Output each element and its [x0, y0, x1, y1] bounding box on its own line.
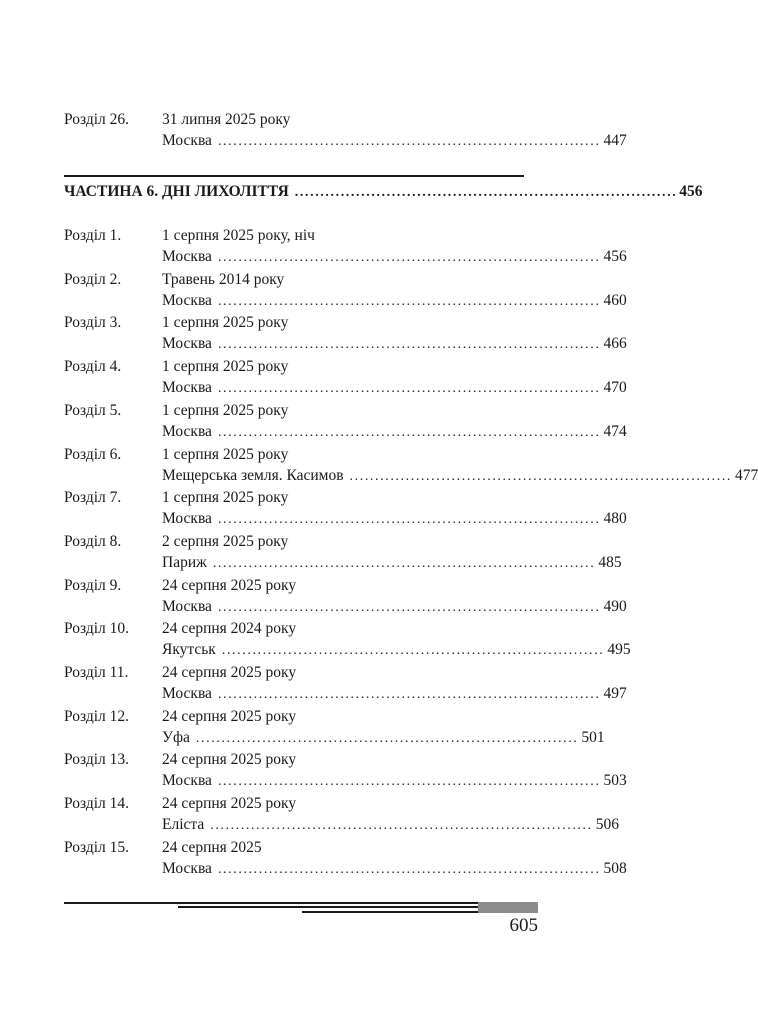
- chapter-date: 24 серпня 2025 року: [162, 664, 297, 681]
- toc-entry: [64, 619, 631, 663]
- chapter-number: Розділ 10.: [64, 620, 130, 638]
- chapter-number: Розділ 5.: [64, 401, 122, 419]
- part-title: ЧАСТИНА 6. ДНІ ЛИХОЛІТТЯ: [64, 183, 289, 200]
- page-number: 495: [607, 641, 631, 659]
- page-folio: 605: [509, 915, 538, 936]
- chapter-place: Москва: [162, 132, 212, 149]
- page-number: 485: [598, 553, 622, 571]
- chapter-date: 1 серпня 2025 року: [162, 445, 289, 463]
- chapter-date: 24 серпня 2025: [162, 838, 262, 856]
- chapter-number: Розділ 12.: [64, 707, 130, 725]
- footer-rule: [178, 906, 478, 908]
- dot-leader: ...........................................................................: [349, 468, 733, 484]
- part-heading: [64, 182, 703, 204]
- toc-entry: [64, 663, 627, 707]
- dot-leader: ...........................................................................: [217, 599, 601, 615]
- chapter-number: Розділ 2.: [64, 270, 122, 288]
- chapter-place: Мещерська земля. Касимов: [162, 466, 344, 484]
- chapter-number: Розділ 26.: [64, 111, 130, 128]
- toc-entry: [64, 401, 627, 445]
- chapter-place: Москва: [162, 335, 212, 353]
- chapter-date: 24 серпня 2025 року: [162, 576, 297, 594]
- dot-leader: ...........................................................................: [217, 293, 601, 309]
- chapter-date: 2 серпня 2025 року: [162, 532, 289, 550]
- toc-entry: [64, 357, 627, 401]
- chapter-number: Розділ 9.: [64, 576, 122, 594]
- dot-leader: ...........................................................................: [217, 134, 601, 149]
- chapter-place: Москва: [162, 422, 212, 440]
- chapter-date: 1 серпня 2025 року: [162, 489, 289, 507]
- chapter-number: Розділ 14.: [64, 795, 130, 813]
- toc-entry: [64, 445, 758, 489]
- chapter-number: Розділ 13.: [64, 751, 130, 769]
- chapter-number: Розділ 6.: [64, 445, 122, 463]
- chapter-place: Москва: [162, 379, 212, 397]
- dot-leader: ...........................................................................: [217, 687, 601, 702]
- chapter-place: Париж: [162, 553, 207, 571]
- toc-entry: [64, 838, 627, 882]
- chapter-date: 1 серпня 2025 року, ніч: [162, 227, 315, 244]
- dot-leader: ...........................................................................: [212, 555, 596, 571]
- chapter-number: Розділ 1.: [64, 227, 122, 244]
- dot-leader: ...........................................................................: [217, 774, 601, 790]
- chapter-date: 1 серпня 2025 року: [162, 358, 289, 376]
- chapter-number: Розділ 15.: [64, 838, 130, 856]
- chapter-date: 1 серпня 2025 року: [162, 314, 289, 332]
- page-number: 466: [603, 335, 627, 353]
- toc-entry: [64, 750, 627, 794]
- chapter-place: Москва: [162, 248, 212, 265]
- page-number: 474: [603, 422, 627, 440]
- dot-leader: ...........................................................................: [221, 643, 605, 659]
- chapter-date: 31 липня 2025 року: [162, 111, 291, 128]
- chapter-date: 24 серпня 2025 року: [162, 795, 297, 813]
- dot-leader: ...........................................................................: [217, 337, 601, 353]
- toc-entry: [64, 794, 619, 838]
- chapter-place: Якутськ: [162, 641, 216, 659]
- chapter-number: Розділ 7.: [64, 489, 122, 507]
- page-number: 456: [603, 248, 627, 265]
- chapter-place: Москва: [162, 772, 212, 790]
- footer-rule: [302, 911, 478, 913]
- chapter-number: Розділ 8.: [64, 532, 122, 550]
- section-rule: [64, 175, 524, 177]
- toc-entry: [64, 226, 627, 270]
- dot-leader: ...........................................................................: [217, 424, 601, 440]
- chapter-date: 24 серпня 2024 року: [162, 620, 297, 638]
- chapter-date: 24 серпня 2025 року: [162, 707, 297, 725]
- footer-rule: [64, 902, 538, 904]
- dot-leader: ...........................................................................: [217, 250, 601, 265]
- toc-entry: [64, 532, 622, 576]
- page-number: 480: [603, 510, 627, 528]
- dot-leader: ...........................................................................: [217, 381, 601, 397]
- chapter-number: Розділ 11.: [64, 664, 129, 681]
- page-number: 490: [603, 597, 627, 615]
- chapter-number: Розділ 3.: [64, 314, 122, 332]
- chapter-number: Розділ 4.: [64, 358, 122, 376]
- chapter-place: Москва: [162, 859, 212, 877]
- toc-entry: [64, 270, 627, 314]
- footer-block: [478, 902, 538, 913]
- page-number: 503: [603, 772, 627, 790]
- chapter-place: Москва: [162, 510, 212, 528]
- dot-leader: ...........................................................................: [217, 512, 601, 528]
- page-number: 447: [603, 132, 627, 149]
- chapter-date: Травень 2014 року: [162, 270, 285, 288]
- toc-entry: [64, 707, 605, 751]
- dot-leader: ...........................................................................: [195, 730, 579, 746]
- page-number: 497: [603, 685, 627, 702]
- toc-entry: [64, 313, 627, 357]
- part-page-number: 456: [679, 183, 703, 200]
- toc-entry: [64, 576, 627, 620]
- dot-leader: ...........................................................................: [294, 185, 678, 200]
- page-number: 506: [595, 816, 619, 834]
- chapter-place: Москва: [162, 291, 212, 309]
- page-number: 460: [603, 291, 627, 309]
- dot-leader: ...........................................................................: [217, 861, 601, 877]
- chapter-date: 1 серпня 2025 року: [162, 401, 289, 419]
- chapter-place: Еліста: [162, 816, 205, 834]
- chapter-date: 24 серпня 2025 року: [162, 751, 297, 769]
- toc-entry: [64, 110, 627, 154]
- chapter-place: Уфа: [162, 728, 190, 746]
- page-number: 470: [603, 379, 627, 397]
- dot-leader: ...........................................................................: [210, 818, 593, 834]
- chapter-place: Москва: [162, 685, 212, 702]
- toc-entry: [64, 488, 627, 532]
- chapter-place: Москва: [162, 597, 212, 615]
- page-number: 501: [581, 728, 605, 746]
- page-number: 508: [603, 859, 627, 877]
- page-number: 477: [735, 466, 758, 484]
